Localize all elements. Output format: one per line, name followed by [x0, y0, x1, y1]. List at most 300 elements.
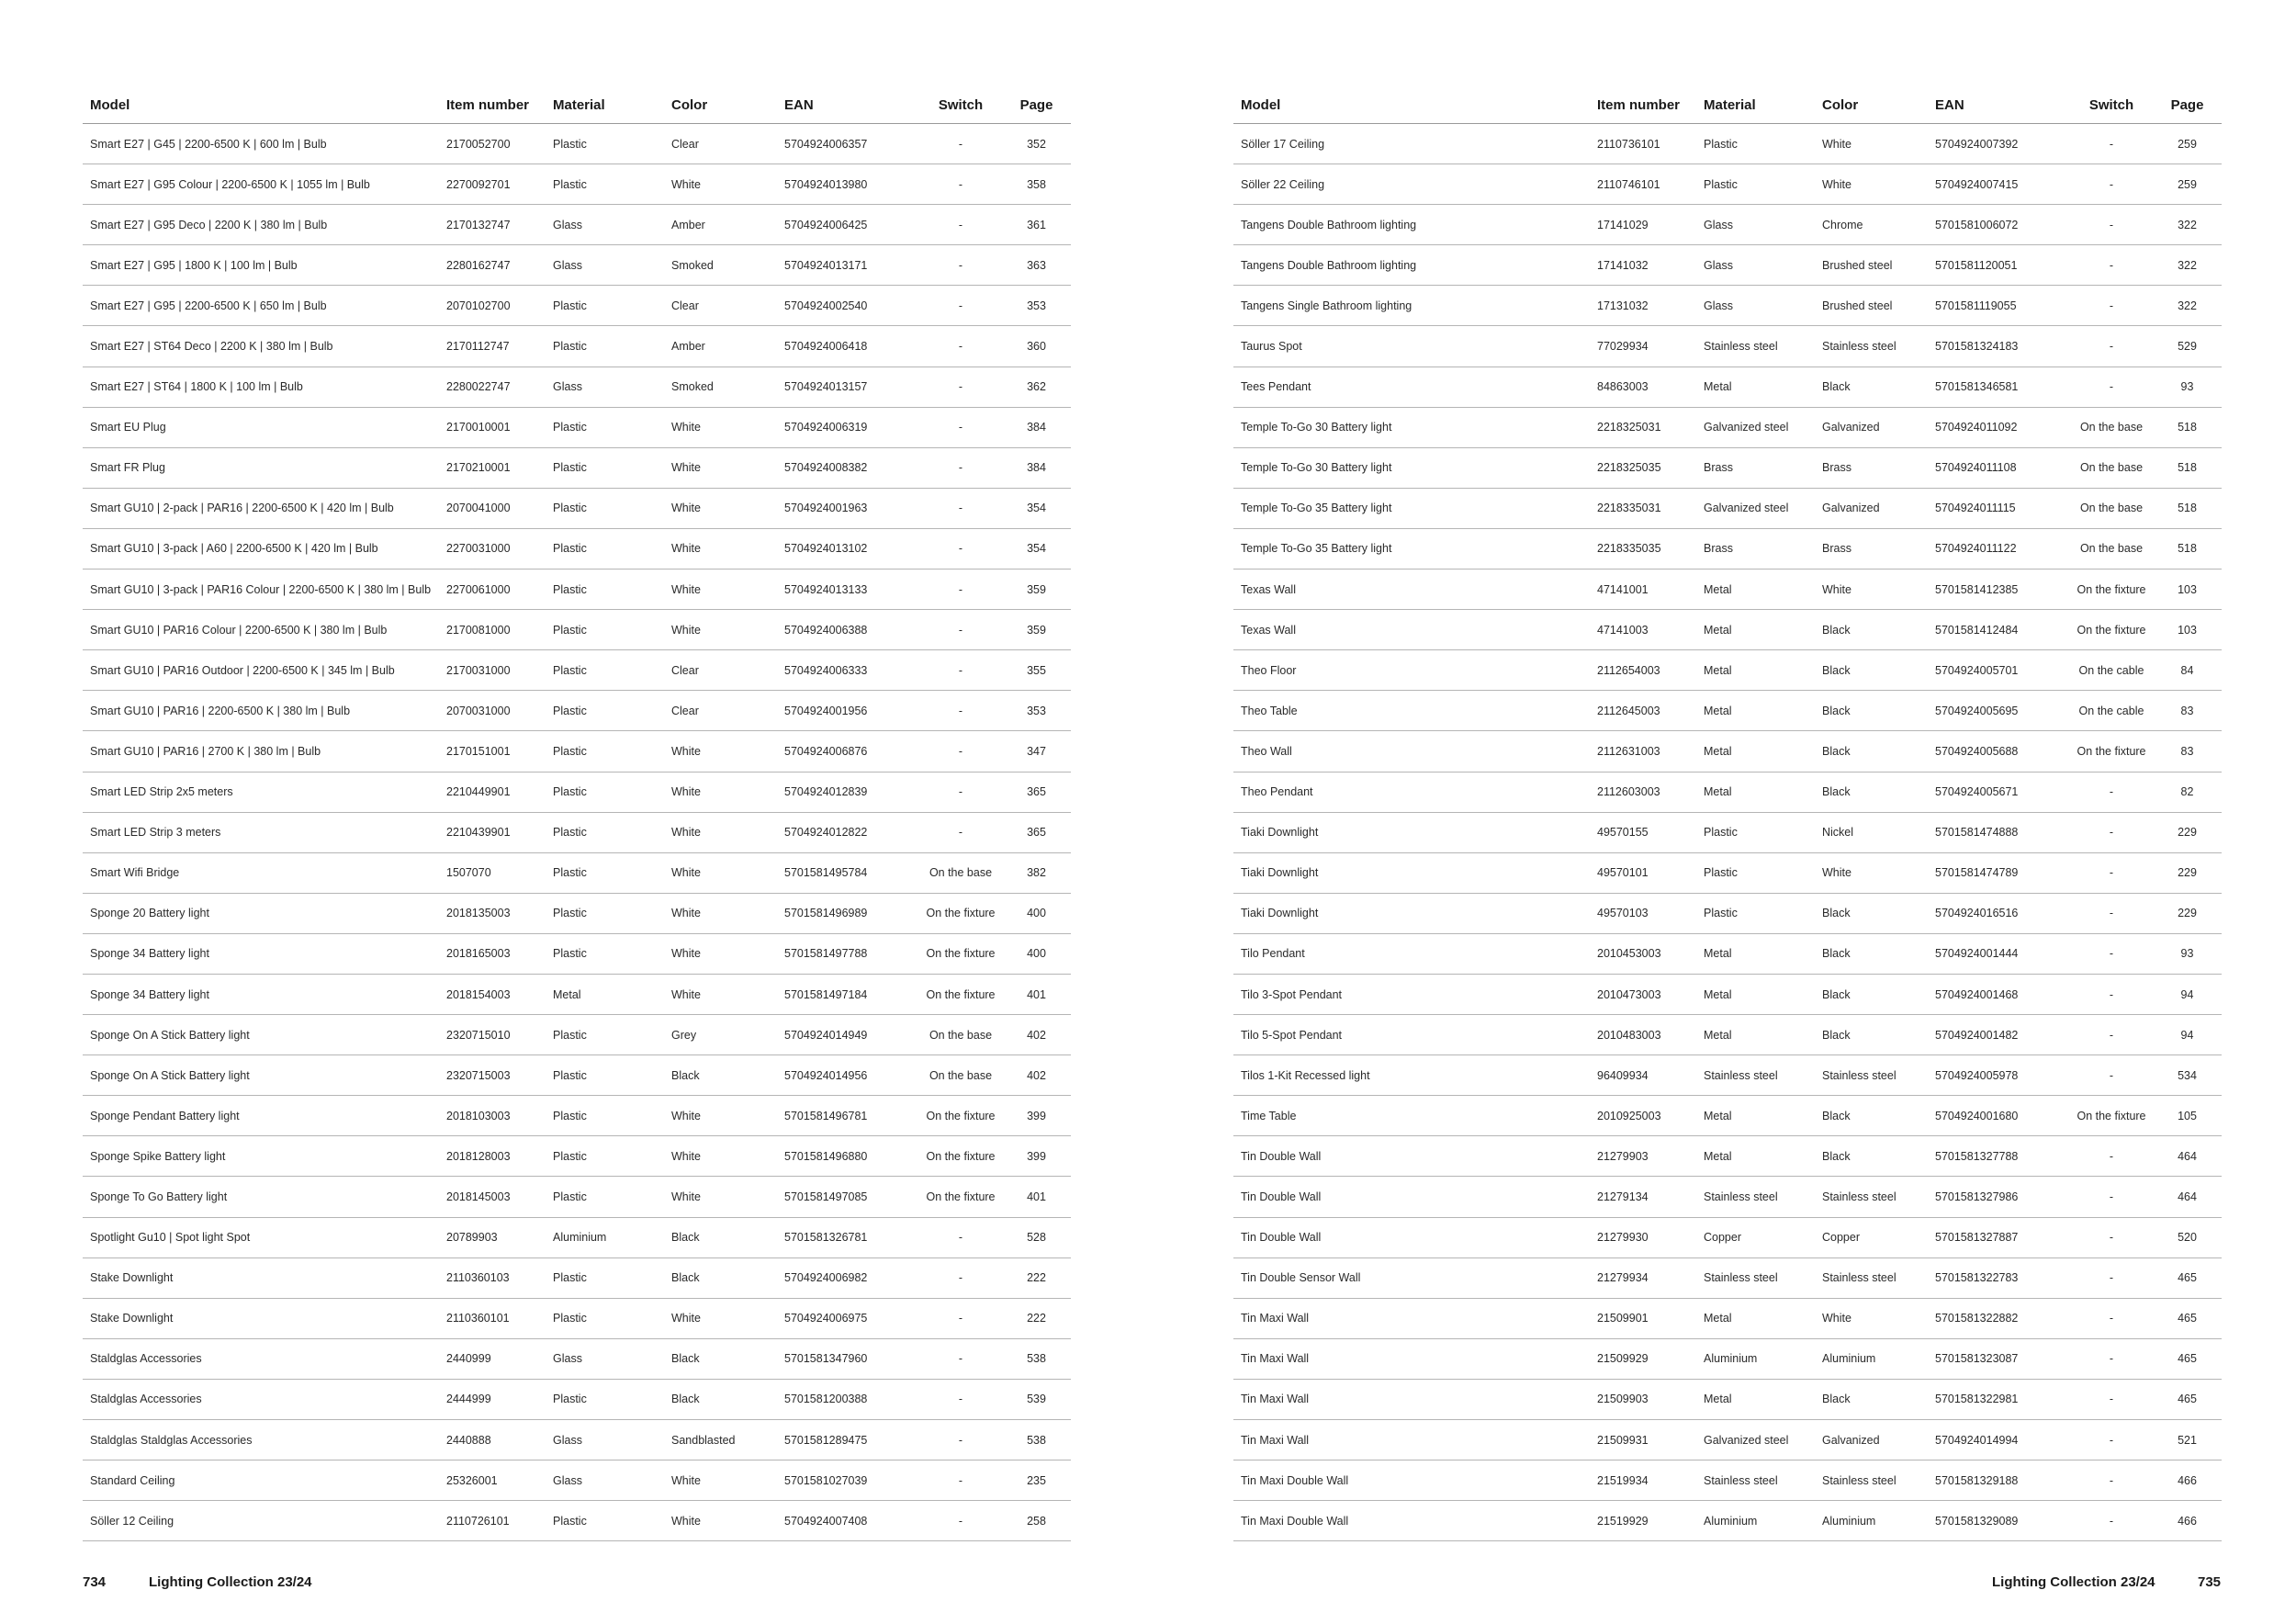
cell-page: 94 [2153, 974, 2222, 1014]
cell-item-number: 17131032 [1590, 286, 1696, 326]
cell-color: White [664, 974, 777, 1014]
cell-item-number: 2110736101 [1590, 124, 1696, 164]
cell-ean: 5704924001680 [1928, 1096, 2070, 1136]
table-row [83, 286, 1071, 326]
cell-ean: 5701581289475 [777, 1420, 919, 1460]
cell-model: Tin Double Wall [1233, 1136, 1590, 1177]
cell-item-number: 2170151001 [439, 731, 546, 772]
cell-item-number: 2018103003 [439, 1096, 546, 1136]
cell-switch: On the fixture [919, 1136, 1002, 1177]
cell-page: 103 [2153, 570, 2222, 610]
cell-ean: 5704924006982 [777, 1257, 919, 1298]
cell-ean: 5704924013133 [777, 570, 919, 610]
cell-item-number: 84863003 [1590, 367, 1696, 407]
cell-material: Stainless steel [1696, 1055, 1815, 1096]
cell-ean: 5701581497085 [777, 1177, 919, 1217]
cell-color: Brushed steel [1815, 245, 1928, 286]
cell-page: 259 [2153, 164, 2222, 205]
table-row [1233, 1177, 2222, 1217]
table-row [83, 164, 1071, 205]
table-row [1233, 772, 2222, 812]
table-row [1233, 974, 2222, 1014]
cell-switch: - [919, 407, 1002, 447]
cell-material: Plastic [546, 1257, 664, 1298]
cell-ean: 5704924014994 [1928, 1420, 2070, 1460]
cell-switch: On the fixture [919, 974, 1002, 1014]
cell-switch: - [2070, 245, 2153, 286]
header-switch: Switch [2070, 86, 2153, 124]
cell-page: 399 [1002, 1136, 1071, 1177]
cell-color: White [1815, 124, 1928, 164]
cell-color: Clear [664, 650, 777, 691]
cell-ean: 5704924007408 [777, 1501, 919, 1541]
cell-color: White [664, 1136, 777, 1177]
cell-color: Black [1815, 893, 1928, 933]
cell-switch: - [2070, 1177, 2153, 1217]
cell-color: White [664, 933, 777, 974]
table-row [83, 1338, 1071, 1379]
cell-ean: 5704924006357 [777, 124, 919, 164]
cell-material: Plastic [546, 1055, 664, 1096]
header-page: Page [2153, 86, 2222, 124]
cell-model: Tin Maxi Wall [1233, 1298, 1590, 1338]
cell-switch: - [2070, 1338, 2153, 1379]
table-row [1233, 731, 2222, 772]
cell-model: Sponge On A Stick Battery light [83, 1015, 439, 1055]
cell-ean: 5704924011122 [1928, 528, 2070, 569]
cell-color: Black [1815, 367, 1928, 407]
cell-ean: 5704924006876 [777, 731, 919, 772]
cell-model: Tin Maxi Wall [1233, 1338, 1590, 1379]
cell-switch: - [2070, 1136, 2153, 1177]
cell-item-number: 2218325035 [1590, 447, 1696, 488]
cell-page: 94 [2153, 1015, 2222, 1055]
cell-switch: - [2070, 1298, 2153, 1338]
cell-switch: - [919, 1420, 1002, 1460]
cell-ean: 5701581474888 [1928, 812, 2070, 852]
cell-item-number: 21279934 [1590, 1257, 1696, 1298]
cell-item-number: 2010453003 [1590, 933, 1696, 974]
table-row [1233, 852, 2222, 893]
cell-color: Black [1815, 650, 1928, 691]
cell-material: Plastic [1696, 124, 1815, 164]
cell-material: Metal [1696, 691, 1815, 731]
header-ean: EAN [777, 86, 919, 124]
cell-model: Smart E27 | ST64 | 1800 K | 100 lm | Bulb [83, 367, 439, 407]
cell-ean: 5704924013102 [777, 528, 919, 569]
cell-switch: - [919, 731, 1002, 772]
cell-material: Plastic [546, 1298, 664, 1338]
cell-material: Metal [546, 974, 664, 1014]
cell-item-number: 2112654003 [1590, 650, 1696, 691]
cell-material: Glass [1696, 286, 1815, 326]
cell-item-number: 2112645003 [1590, 691, 1696, 731]
cell-ean: 5701581496781 [777, 1096, 919, 1136]
cell-page: 465 [2153, 1379, 2222, 1419]
cell-material: Plastic [546, 1501, 664, 1541]
table-row [1233, 1338, 2222, 1379]
cell-model: Smart GU10 | PAR16 | 2700 K | 380 lm | Bulb [83, 731, 439, 772]
cell-material: Plastic [1696, 812, 1815, 852]
table-row [83, 691, 1071, 731]
cell-material: Metal [1696, 650, 1815, 691]
cell-color: Black [1815, 974, 1928, 1014]
cell-item-number: 2110726101 [439, 1501, 546, 1541]
cell-color: White [664, 1096, 777, 1136]
cell-switch: - [919, 528, 1002, 569]
cell-model: Tangens Double Bathroom lighting [1233, 245, 1590, 286]
cell-model: Taurus Spot [1233, 326, 1590, 367]
cell-switch: - [2070, 1015, 2153, 1055]
cell-page: 400 [1002, 933, 1071, 974]
cell-color: White [664, 610, 777, 650]
cell-material: Plastic [546, 1136, 664, 1177]
cell-page: 84 [2153, 650, 2222, 691]
table-row [1233, 570, 2222, 610]
cell-switch: On the base [2070, 407, 2153, 447]
cell-item-number: 96409934 [1590, 1055, 1696, 1096]
table-row [83, 852, 1071, 893]
cell-color: White [664, 1460, 777, 1501]
cell-ean: 5701581474789 [1928, 852, 2070, 893]
table-row [1233, 1096, 2222, 1136]
cell-material: Glass [546, 1460, 664, 1501]
cell-switch: - [919, 1257, 1002, 1298]
table-row [1233, 205, 2222, 245]
cell-color: Stainless steel [1815, 1257, 1928, 1298]
table-row [1233, 691, 2222, 731]
cell-material: Metal [1696, 974, 1815, 1014]
cell-switch: - [2070, 367, 2153, 407]
cell-switch: On the base [919, 852, 1002, 893]
cell-material: Metal [1696, 731, 1815, 772]
cell-item-number: 2112603003 [1590, 772, 1696, 812]
table-row [83, 1298, 1071, 1338]
cell-page: 229 [2153, 852, 2222, 893]
cell-material: Plastic [546, 731, 664, 772]
cell-ean: 5701581496989 [777, 893, 919, 933]
cell-ean: 5704924011108 [1928, 447, 2070, 488]
collection-title: Lighting Collection 23/24 [1992, 1574, 2155, 1590]
cell-material: Plastic [546, 650, 664, 691]
cell-material: Stainless steel [1696, 326, 1815, 367]
table-row [1233, 1257, 2222, 1298]
cell-color: White [1815, 1298, 1928, 1338]
cell-model: Tin Maxi Double Wall [1233, 1460, 1590, 1501]
cell-ean: 5701581120051 [1928, 245, 2070, 286]
cell-material: Metal [1696, 772, 1815, 812]
cell-model: Smart E27 | G95 Deco | 2200 K | 380 lm | Bulb [83, 205, 439, 245]
cell-material: Plastic [546, 1096, 664, 1136]
cell-material: Stainless steel [1696, 1257, 1815, 1298]
cell-switch: - [919, 1379, 1002, 1419]
cell-ean: 5701581412385 [1928, 570, 2070, 610]
cell-page: 358 [1002, 164, 1071, 205]
cell-item-number: 17141032 [1590, 245, 1696, 286]
cell-model: Tin Double Sensor Wall [1233, 1257, 1590, 1298]
cell-color: Chrome [1815, 205, 1928, 245]
cell-switch: - [2070, 852, 2153, 893]
cell-color: White [664, 812, 777, 852]
cell-item-number: 2070041000 [439, 488, 546, 528]
cell-color: White [664, 1298, 777, 1338]
cell-page: 222 [1002, 1298, 1071, 1338]
cell-material: Metal [1696, 610, 1815, 650]
cell-color: Stainless steel [1815, 326, 1928, 367]
cell-model: Tin Double Wall [1233, 1217, 1590, 1257]
cell-material: Metal [1696, 570, 1815, 610]
table-row [1233, 1055, 2222, 1096]
cell-ean: 5704924007415 [1928, 164, 2070, 205]
cell-material: Plastic [546, 1015, 664, 1055]
table-row [83, 1379, 1071, 1419]
cell-color: White [664, 528, 777, 569]
cell-color: Aluminium [1815, 1501, 1928, 1541]
cell-color: Clear [664, 124, 777, 164]
cell-ean: 5704924006388 [777, 610, 919, 650]
cell-model: Standard Ceiling [83, 1460, 439, 1501]
table-row [83, 731, 1071, 772]
cell-model: Tilo Pendant [1233, 933, 1590, 974]
cell-switch: - [919, 570, 1002, 610]
cell-switch: On the fixture [2070, 731, 2153, 772]
cell-ean: 5701581327788 [1928, 1136, 2070, 1177]
table-row [83, 1096, 1071, 1136]
cell-page: 352 [1002, 124, 1071, 164]
cell-item-number: 21279930 [1590, 1217, 1696, 1257]
cell-item-number: 2270031000 [439, 528, 546, 569]
cell-page: 360 [1002, 326, 1071, 367]
cell-material: Plastic [546, 1177, 664, 1217]
cell-item-number: 21509931 [1590, 1420, 1696, 1460]
cell-ean: 5704924005688 [1928, 731, 2070, 772]
cell-model: Theo Floor [1233, 650, 1590, 691]
cell-switch: - [2070, 1420, 2153, 1460]
table-row [1233, 488, 2222, 528]
cell-material: Plastic [546, 488, 664, 528]
table-row [83, 488, 1071, 528]
cell-color: White [664, 852, 777, 893]
table-row [83, 1257, 1071, 1298]
cell-item-number: 2170081000 [439, 610, 546, 650]
cell-color: Brushed steel [1815, 286, 1928, 326]
cell-model: Time Table [1233, 1096, 1590, 1136]
cell-color: Black [664, 1257, 777, 1298]
cell-model: Smart GU10 | 2-pack | PAR16 | 2200-6500 K | 420 lm | Bulb [83, 488, 439, 528]
cell-item-number: 2440999 [439, 1338, 546, 1379]
cell-model: Spotlight Gu10 | Spot light Spot [83, 1217, 439, 1257]
table-row [1233, 1136, 2222, 1177]
cell-color: White [664, 447, 777, 488]
cell-color: Grey [664, 1015, 777, 1055]
cell-material: Plastic [546, 286, 664, 326]
cell-material: Plastic [546, 407, 664, 447]
cell-switch: On the cable [2070, 650, 2153, 691]
cell-page: 518 [2153, 528, 2222, 569]
table-row [83, 1217, 1071, 1257]
cell-color: Clear [664, 691, 777, 731]
table-row [1233, 650, 2222, 691]
cell-color: Sandblasted [664, 1420, 777, 1460]
table-row [83, 205, 1071, 245]
cell-model: Smart LED Strip 3 meters [83, 812, 439, 852]
cell-material: Brass [1696, 447, 1815, 488]
cell-page: 401 [1002, 974, 1071, 1014]
cell-item-number: 2218325031 [1590, 407, 1696, 447]
cell-color: Amber [664, 205, 777, 245]
cell-model: Temple To-Go 30 Battery light [1233, 447, 1590, 488]
cell-switch: On the fixture [2070, 1096, 2153, 1136]
cell-page: 400 [1002, 893, 1071, 933]
cell-material: Metal [1696, 933, 1815, 974]
cell-switch: - [2070, 974, 2153, 1014]
table-row [83, 772, 1071, 812]
cell-switch: - [2070, 772, 2153, 812]
cell-model: Staldglas Staldglas Accessories [83, 1420, 439, 1460]
cell-model: Smart Wifi Bridge [83, 852, 439, 893]
cell-switch: On the base [2070, 488, 2153, 528]
cell-ean: 5701581346581 [1928, 367, 2070, 407]
table-row [1233, 1298, 2222, 1338]
table-row [1233, 164, 2222, 205]
cell-ean: 5704924011092 [1928, 407, 2070, 447]
cell-color: White [1815, 164, 1928, 205]
cell-model: Tilo 5-Spot Pendant [1233, 1015, 1590, 1055]
table-row [83, 447, 1071, 488]
cell-color: Amber [664, 326, 777, 367]
cell-item-number: 2320715010 [439, 1015, 546, 1055]
table-row [83, 124, 1071, 164]
table-row [1233, 1217, 2222, 1257]
cell-material: Galvanized steel [1696, 488, 1815, 528]
cell-ean: 5704924013157 [777, 367, 919, 407]
cell-item-number: 2270092701 [439, 164, 546, 205]
table-row [1233, 812, 2222, 852]
cell-color: Brass [1815, 447, 1928, 488]
cell-switch: - [2070, 1257, 2153, 1298]
cell-ean: 5704924008382 [777, 447, 919, 488]
cell-material: Glass [1696, 245, 1815, 286]
cell-item-number: 2444999 [439, 1379, 546, 1419]
table-row [1233, 367, 2222, 407]
table-row [83, 1501, 1071, 1541]
cell-switch: On the fixture [919, 893, 1002, 933]
cell-switch: - [2070, 1379, 2153, 1419]
cell-material: Plastic [546, 933, 664, 974]
cell-model: Smart GU10 | PAR16 | 2200-6500 K | 380 lm | Bulb [83, 691, 439, 731]
cell-ean: 5704924006333 [777, 650, 919, 691]
cell-ean: 5704924007392 [1928, 124, 2070, 164]
cell-item-number: 47141003 [1590, 610, 1696, 650]
cell-model: Söller 12 Ceiling [83, 1501, 439, 1541]
cell-ean: 5701581324183 [1928, 326, 2070, 367]
cell-model: Tiaki Downlight [1233, 893, 1590, 933]
page-number: 734 [83, 1574, 107, 1590]
cell-color: Black [1815, 610, 1928, 650]
cell-item-number: 21519934 [1590, 1460, 1696, 1501]
cell-ean: 5701581323087 [1928, 1338, 2070, 1379]
cell-model: Temple To-Go 30 Battery light [1233, 407, 1590, 447]
table-row [83, 1177, 1071, 1217]
cell-color: Nickel [1815, 812, 1928, 852]
cell-page: 363 [1002, 245, 1071, 286]
table-row [83, 610, 1071, 650]
cell-color: Black [1815, 933, 1928, 974]
cell-item-number: 2112631003 [1590, 731, 1696, 772]
cell-model: Smart E27 | G95 Colour | 2200-6500 K | 1055 lm | Bulb [83, 164, 439, 205]
cell-color: White [664, 164, 777, 205]
cell-ean: 5701581496880 [777, 1136, 919, 1177]
cell-color: White [1815, 570, 1928, 610]
cell-model: Tin Maxi Wall [1233, 1420, 1590, 1460]
cell-item-number: 49570101 [1590, 852, 1696, 893]
cell-page: 466 [2153, 1501, 2222, 1541]
cell-ean: 5704924016516 [1928, 893, 2070, 933]
cell-material: Plastic [546, 124, 664, 164]
cell-ean: 5701581322882 [1928, 1298, 2070, 1338]
cell-switch: - [919, 488, 1002, 528]
cell-switch: - [2070, 164, 2153, 205]
cell-ean: 5701581347960 [777, 1338, 919, 1379]
cell-page: 354 [1002, 488, 1071, 528]
cell-page: 518 [2153, 407, 2222, 447]
header-model: Model [1233, 86, 1590, 124]
cell-color: Black [1815, 1379, 1928, 1419]
cell-material: Plastic [1696, 164, 1815, 205]
cell-color: Black [1815, 772, 1928, 812]
cell-item-number: 21519929 [1590, 1501, 1696, 1541]
cell-model: Sponge 20 Battery light [83, 893, 439, 933]
cell-ean: 5701581006072 [1928, 205, 2070, 245]
cell-page: 259 [2153, 124, 2222, 164]
cell-item-number: 21279903 [1590, 1136, 1696, 1177]
table-row [83, 245, 1071, 286]
cell-item-number: 2110360101 [439, 1298, 546, 1338]
cell-switch: On the fixture [919, 1177, 1002, 1217]
cell-color: Black [1815, 1096, 1928, 1136]
cell-item-number: 2170112747 [439, 326, 546, 367]
cell-switch: - [919, 1217, 1002, 1257]
cell-page: 538 [1002, 1420, 1071, 1460]
cell-page: 82 [2153, 772, 2222, 812]
cell-item-number: 2010473003 [1590, 974, 1696, 1014]
cell-model: Söller 22 Ceiling [1233, 164, 1590, 205]
cell-page: 93 [2153, 933, 2222, 974]
cell-model: Tilo 3-Spot Pendant [1233, 974, 1590, 1014]
cell-switch: - [919, 650, 1002, 691]
cell-page: 322 [2153, 205, 2222, 245]
cell-ean: 5701581027039 [777, 1460, 919, 1501]
cell-page: 258 [1002, 1501, 1071, 1541]
cell-model: Texas Wall [1233, 570, 1590, 610]
cell-material: Metal [1696, 1136, 1815, 1177]
table-row [1233, 933, 2222, 974]
cell-ean: 5704924006418 [777, 326, 919, 367]
cell-color: Clear [664, 286, 777, 326]
cell-page: 538 [1002, 1338, 1071, 1379]
cell-color: Galvanized [1815, 1420, 1928, 1460]
cell-switch: - [2070, 1460, 2153, 1501]
cell-material: Metal [1696, 367, 1815, 407]
table-row [83, 650, 1071, 691]
cell-page: 229 [2153, 893, 2222, 933]
cell-model: Theo Table [1233, 691, 1590, 731]
cell-page: 359 [1002, 610, 1071, 650]
cell-page: 353 [1002, 286, 1071, 326]
cell-color: Stainless steel [1815, 1177, 1928, 1217]
cell-switch: - [919, 772, 1002, 812]
cell-page: 365 [1002, 812, 1071, 852]
